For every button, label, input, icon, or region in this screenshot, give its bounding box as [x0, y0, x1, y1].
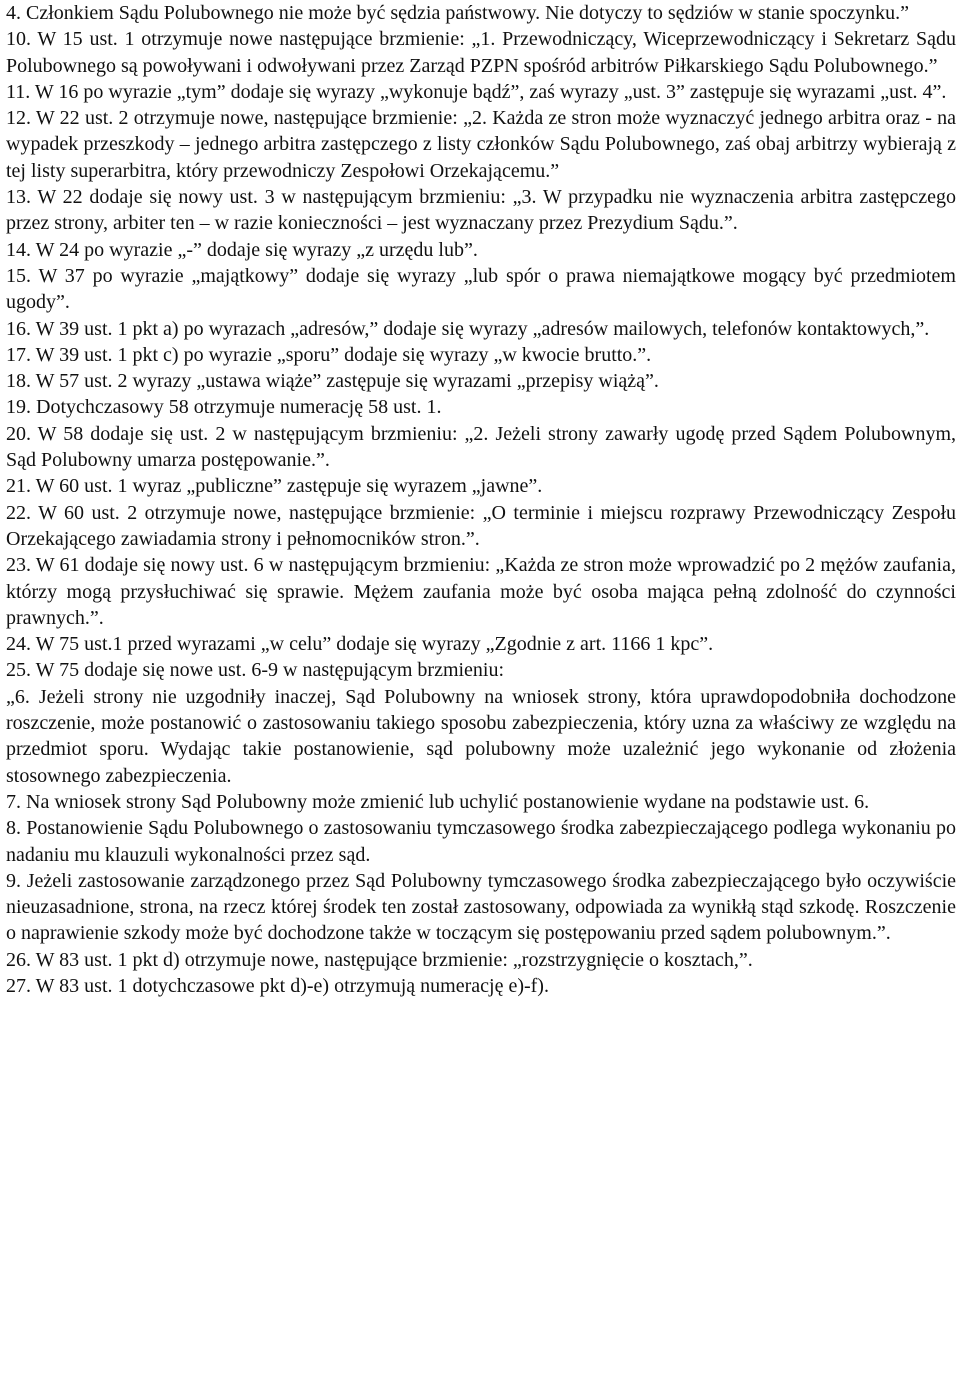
paragraph-25-ust-9: 9. Jeżeli zastosowanie zarządzonego przez Sąd Polubowny tymczasowego środka zabezpieczającego było oczywiście nieuzasadnione, strona, na rzecz której środek ten został zastosowany, odpowiada za wynikłą stąd szkodę. Roszczenie o naprawienie szkody może być dochodzone także w toczącym się postępowaniu przed sądem polubownym.”.	[6, 869, 956, 945]
paragraph-20: 20. W 58 dodaje się ust. 2 w następującym brzmieniu: „2. Jeżeli strony zawarły ugodę przed Sądem Polubownym, Sąd Polubowny umarza postępowanie.”.	[6, 422, 956, 472]
paragraph-23: 23. W 61 dodaje się nowy ust. 6 w następującym brzmieniu: „Każda ze stron może wprowadzić po 2 mężów zaufania, którzy mogą przysłuchiwać się sprawie. Mężem zaufania może być osoba mająca pełną zdolność do czynności prawnych.”.	[6, 554, 956, 629]
paragraph-27: 27. W 83 ust. 1 dotychczasowe pkt d)-e) otrzymują numerację e)-f).	[6, 974, 549, 997]
paragraph-17: 17. W 39 ust. 1 pkt c) po wyrazie „sporu” dodaje się wyrazy „w kwocie brutto.”.	[6, 343, 652, 366]
document-body	[6, 0, 956, 999]
paragraph-19: 19. Dotychczasowy 58 otrzymuje numerację 58 ust. 1.	[6, 396, 442, 419]
paragraph-25-ust-8: 8. Postanowienie Sądu Polubownego o zastosowaniu tymczasowego środka zabezpieczającego podlega wykonaniu po nadaniu mu klauzuli wykonalności przez sąd.	[6, 817, 956, 866]
paragraph-21: 21. W 60 ust. 1 wyraz „publiczne” zastępuje się wyrazem „jawne”.	[6, 475, 543, 498]
paragraph-4: 4. Członkiem Sądu Polubownego nie może być sędzia państwowy. Nie dotyczy to sędziów w stanie spoczynku.”	[6, 2, 909, 24]
paragraph-16: 16. W 39 ust. 1 pkt a) po wyrazach „adresów,” dodaje się wyrazy „adresów mailowych, telefonów kontaktowych,”.	[6, 317, 930, 340]
paragraph-24: 24. W 75 ust.1 przed wyrazami „w celu” dodaje się wyrazy „Zgodnie z art. 1166 1 kpc”.	[6, 633, 714, 656]
paragraph-11: 11. W 16 po wyrazie „tym” dodaje się wyrazy „wykonuje bądź”, zaś wyrazy „ust. 3” zastępuje się wyrazami „ust. 4”.	[6, 80, 947, 103]
paragraph-25: 25. W 75 dodaje się nowe ust. 6-9 w następującym brzmieniu:	[6, 659, 505, 682]
paragraph-25-ust-6: „6. Jeżeli strony nie uzgodniły inaczej, Sąd Polubowny na wniosek strony, która uprawdopodobniła dochodzone roszczenie, może postanowić o zastosowaniu takiego sposobu zabezpieczenia, który uzna za właściwy ze względu na przedmiot sporu. Wydając takie postanowienie, sąd polubowny może uzależnić jego wykonanie od złożenia stosownego zabezpieczenia.	[6, 685, 956, 787]
paragraph-22: 22. W 60 ust. 2 otrzymuje nowe, następujące brzmienie: „O terminie i miejscu rozprawy Przewodniczący Zespołu Orzekającego zawiadamia strony i pełnomocników stron.”.	[6, 501, 956, 550]
paragraph-10: 10. W 15 ust. 1 otrzymuje nowe następujące brzmienie: „1. Przewodniczący, Wiceprzewodniczący i Sekretarz Sądu Polubownego są powoływani i odwoływani przez Zarząd PZPN spośród arbitrów Piłkarskiego Sądu Polubownego.”	[6, 28, 956, 77]
paragraph-12: 12. W 22 ust. 2 otrzymuje nowe, następujące brzmienie: „2. Każda ze stron może wyznaczyć jednego arbitra oraz - na wypadek przeszkody – jednego arbitra zastępczego z listy członków Sądu Polubownego, zaś obaj arbitrzy wybierają z tej listy superarbitra, który przewodniczy Zespołowi Orzekającemu.”	[6, 107, 956, 182]
paragraph-26: 26. W 83 ust. 1 pkt d) otrzymuje nowe, następujące brzmienie: „rozstrzygnięcie o kosztach,”.	[6, 948, 753, 971]
paragraph-18: 18. W 57 ust. 2 wyrazy „ustawa wiąże” zastępuje się wyrazami „przepisy wiążą”.	[6, 370, 659, 393]
paragraph-14: 14. W 24 po wyrazie „-” dodaje się wyrazy „z urzędu lub”.	[6, 238, 478, 261]
paragraph-15: 15. W 37 po wyrazie „majątkowy” dodaje się wyrazy „lub spór o prawa niemajątkowe mogący być przedmiotem ugody”.	[6, 264, 956, 314]
paragraph-13: 13. W 22 dodaje się nowy ust. 3 w następującym brzmieniu: „3. W przypadku nie wyznaczenia arbitra zastępczego przez strony, arbiter ten – w razie konieczności – jest wyznaczany przez Prezydium Sądu.”.	[6, 186, 956, 235]
paragraph-25-ust-7: 7. Na wniosek strony Sąd Polubowny może zmienić lub uchylić postanowienie wydane na podstawie ust. 6.	[6, 790, 870, 813]
